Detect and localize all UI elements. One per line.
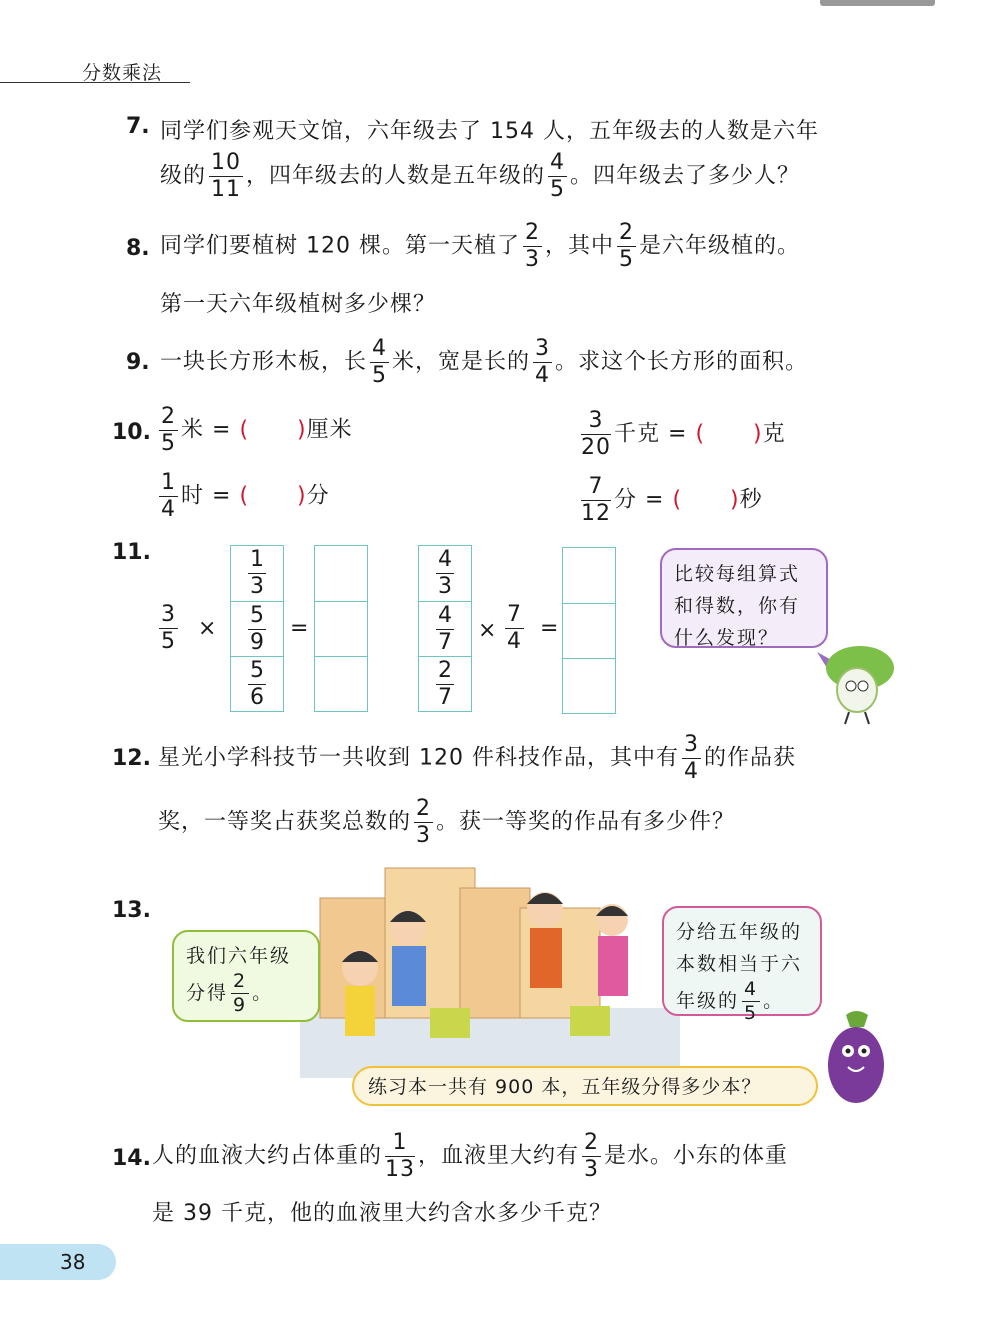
- hint-bubble: 比较每组算式和得数，你有什么发现？: [660, 548, 828, 648]
- q14-number: 14.: [112, 1146, 151, 1171]
- q14-line1: 人的血液大约占体重的 $\frac{1}{13}$ ，血液里大约有 $\frac{2}{3}$ 是水。小东的体重: [152, 1130, 789, 1182]
- q10-item-3: $\frac{1}{4}$ 时 = ( )分: [161, 470, 330, 522]
- eggplant-mascot-icon: [810, 1005, 900, 1115]
- q10-item-4: $\frac{7}{12}$ 分 = ( )秒: [581, 474, 763, 526]
- cabbage-mascot-icon: [805, 628, 905, 728]
- fraction: $\frac{2}{5}$: [619, 220, 634, 272]
- equals-sign: =: [290, 616, 310, 641]
- q11-fraction-column-1: $\frac{1}{3}$ $\frac{5}{9}$ $\frac{5}{6}$: [230, 545, 284, 712]
- q11-right-operand: $\frac{7}{4}$: [507, 602, 522, 654]
- q10-number: 10.: [112, 420, 151, 445]
- q7-number: 7.: [126, 114, 150, 139]
- students-carrying-boxes-illustration: [290, 858, 690, 1078]
- q7-line2: 级的 $\frac{10}{11}$ ，四年级去的人数是五年级的 $\frac{4}{5}$ 。四年级去了多少人？: [160, 150, 801, 202]
- times-sign: ×: [478, 618, 498, 643]
- q9-number: 9.: [126, 350, 150, 375]
- q11-number: 11.: [112, 540, 151, 565]
- q11-answer-column-1[interactable]: [314, 545, 368, 712]
- q9-line: 一块长方形木板，长 $\frac{4}{5}$ 米，宽是长的 $\frac{3}{4}$ 。求这个长方形的面积。: [160, 336, 809, 388]
- speech-bubble-question: 练习本一共有 900 本，五年级分得多少本？: [352, 1066, 818, 1106]
- q13-number: 13.: [112, 898, 151, 923]
- q11-answer-column-2[interactable]: [562, 547, 616, 714]
- fraction: $\frac{3}{4}$: [535, 336, 551, 388]
- q8-line1: 同学们要植树 120 棵。第一天植了 $\frac{2}{3}$ ，其中 $\frac{2}{5}$ 是六年级植的。: [160, 220, 801, 272]
- fraction: $\frac{4}{5}$: [372, 336, 388, 388]
- equals-sign: =: [540, 616, 560, 641]
- q10-item-1: $\frac{2}{5}$ 米 = ( )厘米: [161, 404, 353, 456]
- q12-line1: 星光小学科技节一共收到 120 件科技作品，其中有 $\frac{3}{4}$ 的作品获: [158, 732, 796, 784]
- q7-line1: 同学们参观天文馆，六年级去了 154 人，五年级去的人数是六年: [160, 119, 819, 144]
- q8-line2: 第一天六年级植树多少棵？: [160, 292, 437, 317]
- page-number: 38: [0, 1244, 116, 1280]
- q12-line2: 奖，一等奖占获奖总数的 $\frac{2}{3}$ 。获一等奖的作品有多少件？: [158, 796, 736, 848]
- times-sign: ×: [198, 616, 218, 641]
- q8-number: 8.: [126, 236, 150, 261]
- top-edge-mark: [820, 0, 935, 6]
- speech-bubble-fifth-grade: 分给五年级的本数相当于六 年级的 $\frac{4}{5}$ 。: [662, 906, 822, 1016]
- q14-line2: 是 39 千克，他的血液里大约含水多少千克？: [152, 1201, 612, 1226]
- q11-left-operand: $\frac{3}{5}$: [161, 602, 176, 654]
- q10-item-2: $\frac{3}{20}$ 千克 = ( )克: [581, 408, 786, 460]
- fraction: $\frac{2}{3}$: [524, 220, 540, 272]
- fraction: $\frac{10}{11}$: [211, 150, 242, 202]
- header-rule: [0, 82, 190, 83]
- q11-fraction-column-2: $\frac{4}{3}$ $\frac{4}{7}$ $\frac{2}{7}$: [418, 545, 472, 712]
- speech-bubble-sixth-grade: 我们六年级 分得 $\frac{2}{9}$ 。: [172, 930, 320, 1022]
- section-title: 分数乘法: [82, 62, 163, 84]
- q12-number: 12.: [112, 746, 151, 771]
- fraction: $\frac{4}{5}$: [550, 150, 566, 202]
